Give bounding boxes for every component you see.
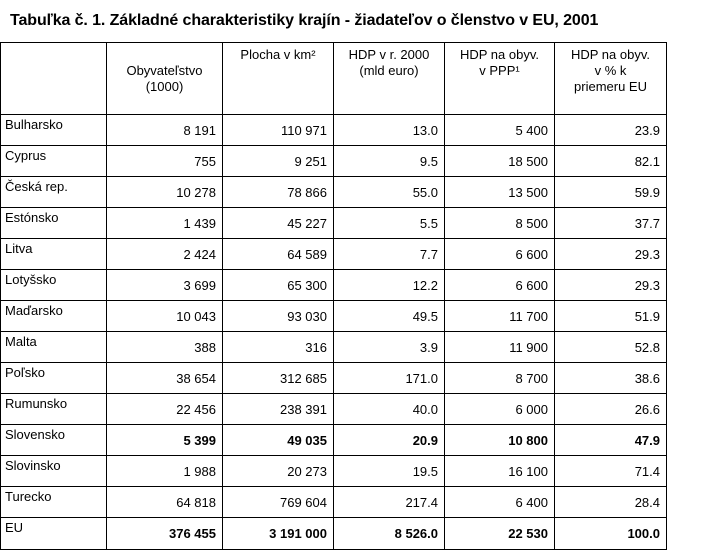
table-row [1, 115, 667, 146]
gdp-ppp-cell: 6 000 [445, 394, 555, 425]
gdp-pct-cell: 23.9 [555, 115, 667, 146]
country-cell: Malta [1, 332, 107, 363]
header-country [1, 43, 107, 115]
gdp-ppp-cell: 8 500 [445, 208, 555, 239]
population-cell: 64 818 [107, 487, 223, 518]
population-cell: 3 699 [107, 270, 223, 301]
country-cell: EU [1, 518, 107, 550]
gdp-cell: 9.5 [334, 146, 445, 177]
gdp-cell: 20.9 [334, 425, 445, 456]
gdp-ppp-cell: 22 530 [445, 518, 555, 550]
gdp-ppp-cell: 11 700 [445, 301, 555, 332]
gdp-cell: 40.0 [334, 394, 445, 425]
gdp-ppp-cell: 5 400 [445, 115, 555, 146]
population-cell: 755 [107, 146, 223, 177]
gdp-pct-cell: 52.8 [555, 332, 667, 363]
table-row [1, 270, 667, 301]
table-row [1, 518, 667, 550]
area-cell: 3 191 000 [223, 518, 334, 550]
area-cell: 769 604 [223, 487, 334, 518]
gdp-cell: 171.0 [334, 363, 445, 394]
population-cell: 388 [107, 332, 223, 363]
table-row [1, 394, 667, 425]
country-cell: Turecko [1, 487, 107, 518]
header-population: Obyvateľstvo (1000) [107, 43, 223, 115]
gdp-cell: 8 526.0 [334, 518, 445, 550]
table-row [1, 239, 667, 270]
header-gdp: HDP v r. 2000 (mld euro) [334, 43, 445, 115]
population-cell: 376 455 [107, 518, 223, 550]
country-cell: Bulharsko [1, 115, 107, 146]
gdp-pct-cell: 37.7 [555, 208, 667, 239]
header-area: Plocha v km² [223, 43, 334, 115]
gdp-ppp-cell: 18 500 [445, 146, 555, 177]
table-row [1, 177, 667, 208]
country-cell: Slovinsko [1, 456, 107, 487]
table-row [1, 363, 667, 394]
country-cell: Maďarsko [1, 301, 107, 332]
country-cell: Poľsko [1, 363, 107, 394]
country-cell: Slovensko [1, 425, 107, 456]
area-cell: 49 035 [223, 425, 334, 456]
population-cell: 10 278 [107, 177, 223, 208]
table-row [1, 208, 667, 239]
gdp-pct-cell: 59.9 [555, 177, 667, 208]
area-cell: 45 227 [223, 208, 334, 239]
gdp-ppp-cell: 16 100 [445, 456, 555, 487]
gdp-cell: 55.0 [334, 177, 445, 208]
area-cell: 316 [223, 332, 334, 363]
area-cell: 238 391 [223, 394, 334, 425]
header-row [1, 43, 667, 115]
population-cell: 38 654 [107, 363, 223, 394]
table-row [1, 487, 667, 518]
country-cell: Cyprus [1, 146, 107, 177]
gdp-cell: 7.7 [334, 239, 445, 270]
population-cell: 2 424 [107, 239, 223, 270]
table-title: Tabuľka č. 1. Základné charakteristiky krajín - žiadateľov o členstvo v EU, 2001 [10, 12, 599, 29]
table-row [1, 332, 667, 363]
population-cell: 5 399 [107, 425, 223, 456]
area-cell: 93 030 [223, 301, 334, 332]
gdp-cell: 49.5 [334, 301, 445, 332]
gdp-pct-cell: 100.0 [555, 518, 667, 550]
gdp-cell: 217.4 [334, 487, 445, 518]
area-cell: 78 866 [223, 177, 334, 208]
gdp-pct-cell: 26.6 [555, 394, 667, 425]
gdp-pct-cell: 47.9 [555, 425, 667, 456]
area-cell: 20 273 [223, 456, 334, 487]
gdp-ppp-cell: 6 600 [445, 270, 555, 301]
gdp-cell: 5.5 [334, 208, 445, 239]
gdp-ppp-cell: 8 700 [445, 363, 555, 394]
gdp-pct-cell: 82.1 [555, 146, 667, 177]
country-cell: Rumunsko [1, 394, 107, 425]
gdp-pct-cell: 71.4 [555, 456, 667, 487]
area-cell: 110 971 [223, 115, 334, 146]
header-gdp-percent-eu: HDP na obyv. v % k priemeru EU [555, 43, 667, 115]
population-cell: 22 456 [107, 394, 223, 425]
gdp-ppp-cell: 11 900 [445, 332, 555, 363]
table-row [1, 425, 667, 456]
population-cell: 8 191 [107, 115, 223, 146]
gdp-pct-cell: 28.4 [555, 487, 667, 518]
table-row [1, 456, 667, 487]
area-cell: 9 251 [223, 146, 334, 177]
area-cell: 65 300 [223, 270, 334, 301]
country-cell: Lotyšsko [1, 270, 107, 301]
table-row [1, 301, 667, 332]
country-cell: Litva [1, 239, 107, 270]
area-cell: 312 685 [223, 363, 334, 394]
gdp-cell: 13.0 [334, 115, 445, 146]
gdp-pct-cell: 29.3 [555, 270, 667, 301]
gdp-cell: 19.5 [334, 456, 445, 487]
gdp-cell: 12.2 [334, 270, 445, 301]
header-gdp-ppp: HDP na obyv. v PPP¹ [445, 43, 555, 115]
country-characteristics-table [0, 42, 667, 550]
gdp-pct-cell: 51.9 [555, 301, 667, 332]
table-row [1, 146, 667, 177]
country-cell: Estónsko [1, 208, 107, 239]
table-body [1, 115, 667, 550]
area-cell: 64 589 [223, 239, 334, 270]
population-cell: 10 043 [107, 301, 223, 332]
gdp-ppp-cell: 6 400 [445, 487, 555, 518]
gdp-ppp-cell: 10 800 [445, 425, 555, 456]
gdp-pct-cell: 29.3 [555, 239, 667, 270]
gdp-cell: 3.9 [334, 332, 445, 363]
gdp-ppp-cell: 6 600 [445, 239, 555, 270]
country-cell: Česká rep. [1, 177, 107, 208]
gdp-ppp-cell: 13 500 [445, 177, 555, 208]
gdp-pct-cell: 38.6 [555, 363, 667, 394]
population-cell: 1 988 [107, 456, 223, 487]
population-cell: 1 439 [107, 208, 223, 239]
